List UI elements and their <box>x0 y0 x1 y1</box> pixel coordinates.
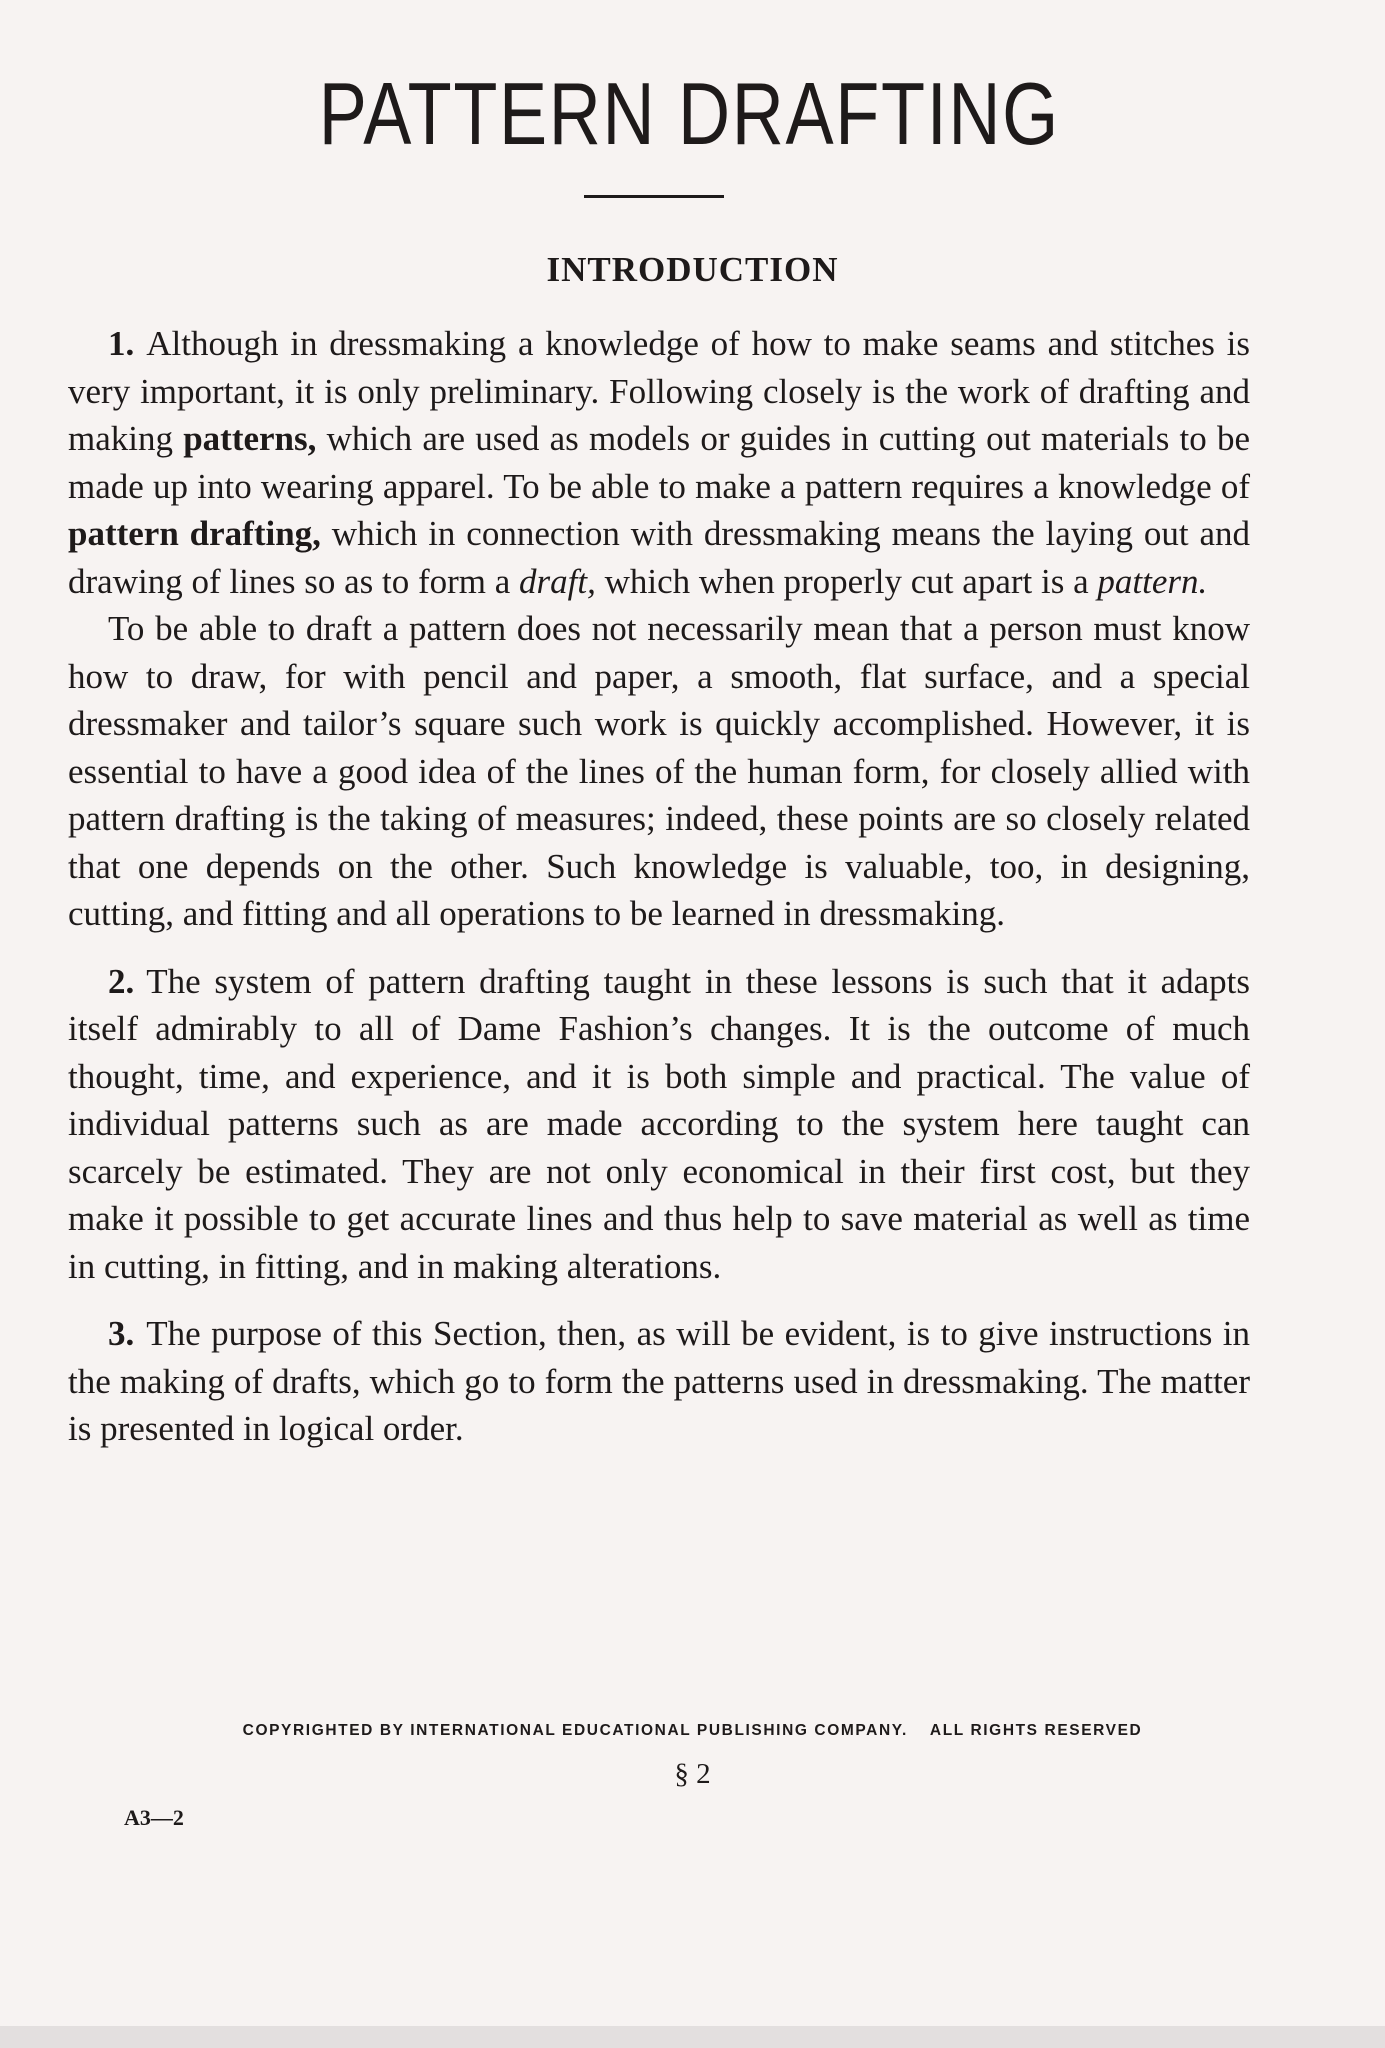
section-heading: INTRODUCTION <box>546 250 839 289</box>
page-bottom-edge <box>0 2026 1385 2048</box>
paragraph-3 <box>68 1310 1250 1453</box>
paragraph-2 <box>68 958 1250 1291</box>
paragraph-text: which in connection with dressmaking means the laying out and drawing of lines so as to form a <box>68 514 1250 601</box>
paragraph-number: 1. <box>108 324 135 363</box>
italic-term: draft, <box>519 561 596 601</box>
paragraph-number: 3. <box>108 1314 135 1353</box>
rights-reserved: ALL RIGHTS RESERVED <box>929 1722 1143 1739</box>
paragraph-text: The system of pattern drafting taught in these lessons is such that it adapts itself admirably to all of Dame Fashion’s changes. It is the outcome of much thought, time, and experience, and it is both simple and practical. The value of individual patterns such as are made according to the system here taught can scarcely be estimated. They are not only economical in their first cost, but they make it possible to get accurate lines and thus help to save material as well as time in cutting, in fitting, and in making alterations. <box>68 961 1250 1286</box>
paragraph-1 <box>68 320 1250 605</box>
page-number: § 2 <box>674 1758 711 1790</box>
paragraph-text: which are used as models or guides in cutting out materials to be made up into wearing apparel. To be able to make a pattern requires a knowledge of <box>68 419 1251 506</box>
paragraph-number: 2. <box>108 961 135 1001</box>
copyright-text: COPYRIGHTED BY INTERNATIONAL EDUCATIONAL PUBLISHING COMPANY. <box>242 1722 908 1739</box>
body-text <box>68 320 1250 1453</box>
paragraph-text: which when properly cut apart is a <box>595 561 1098 601</box>
signature-mark: A3—2 <box>124 1805 184 1830</box>
page-title: PATTERN DRAFTING <box>318 64 1060 163</box>
copyright-notice <box>0 1722 1385 1740</box>
paragraph-text: Although in dressmaking a knowledge of how to make seams and stitches is very important, it is only preliminary. Following closely is the work of drafting and making <box>68 324 1250 458</box>
bold-term: patterns, <box>183 419 317 458</box>
bold-term: pattern drafting, <box>68 514 321 553</box>
title-divider <box>584 195 724 198</box>
italic-term: pattern. <box>1097 561 1208 601</box>
paragraph-text: The purpose of this Section, then, as will be evident, is to give instructions in the making of drafts, which go to form the patterns used in dressmaking. The matter is presented in logical order. <box>68 1314 1250 1448</box>
paragraph-1-continued: To be able to draft a pattern does not necessarily mean that a person must know how to draw, for with pencil and paper, a smooth, flat surface, and a special dressmaker and tailor’s square such work is quickly accomplished. However, it is essential to have a good idea of the lines of the human form, for closely allied with pattern drafting is the taking of measures; indeed, these points are so closely related that one depends on the other. Such knowledge is valuable, too, in designing, cutting, and fitting and all operations to be learned in dressmaking. <box>68 609 1250 933</box>
